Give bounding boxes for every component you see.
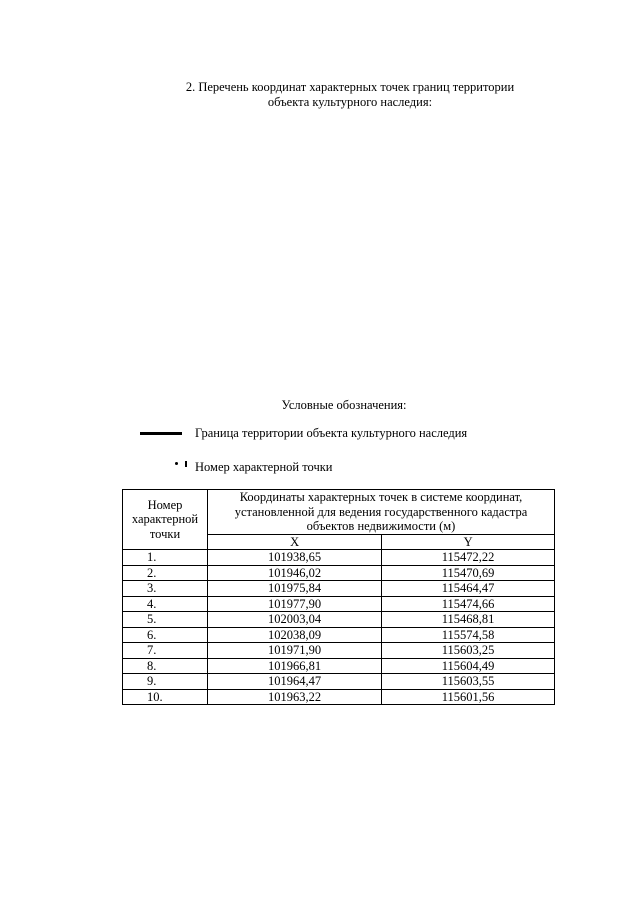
y-coordinate-cell: 115464,47 [382,581,555,597]
point-number-cell: 3. [123,581,208,597]
y-coordinate-cell: 115470,69 [382,565,555,581]
table-row [123,565,555,581]
table-row [123,612,555,628]
x-coordinate-cell: 102003,04 [208,612,382,628]
x-coordinate-cell: 101971,90 [208,643,382,659]
point-number-cell: 5. [123,612,208,628]
legend-boundary-line-symbol [140,432,182,435]
x-coordinate-cell: 101963,22 [208,689,382,705]
table-row [123,674,555,690]
y-coordinate-cell: 115603,55 [382,674,555,690]
point-number-cell: 4. [123,596,208,612]
table-header-x: X [208,534,382,550]
point-number-cell: 6. [123,627,208,643]
x-coordinate-cell: 101975,84 [208,581,382,597]
coordinates-table [122,489,555,705]
legend-boundary-label: Граница территории объекта культурного наследия [195,426,468,440]
table-row [123,689,555,705]
table-row [123,596,555,612]
y-coordinate-cell: 115574,58 [382,627,555,643]
x-coordinate-cell: 101946,02 [208,565,382,581]
point-number-cell: 1. [123,550,208,566]
legend-title: Условные обозначения: [281,398,407,412]
table-row [123,643,555,659]
y-coordinate-cell: 115601,56 [382,689,555,705]
y-coordinate-cell: 115604,49 [382,658,555,674]
table-header-y: Y [382,534,555,550]
y-coordinate-cell: 115472,22 [382,550,555,566]
table-row [123,658,555,674]
x-coordinate-cell: 101977,90 [208,596,382,612]
y-coordinate-cell: 115468,81 [382,612,555,628]
boundary-plan [0,0,640,390]
y-coordinate-cell: 115603,25 [382,643,555,659]
table-header-coordinates: Координаты характерных точек в системе координат, установленной для ведения государственного кадастра объектов недвижимости (м) [208,490,555,535]
legend-point-symbol-icon [175,461,187,469]
legend-point-label: Номер характерной точки [195,460,333,474]
document-title-line-1: 2. Перечень координат характерных точек границ территории [185,80,515,94]
y-coordinate-cell: 115474,66 [382,596,555,612]
table-header-point-number: Номер характерной точки [123,490,208,550]
x-coordinate-cell: 101964,47 [208,674,382,690]
x-coordinate-cell: 101966,81 [208,658,382,674]
x-coordinate-cell: 101938,65 [208,550,382,566]
point-number-cell: 10. [123,689,208,705]
point-number-cell: 7. [123,643,208,659]
point-number-cell: 8. [123,658,208,674]
document-title-line-2: объекта культурного наследия: [267,95,433,109]
x-coordinate-cell: 102038,09 [208,627,382,643]
point-number-cell: 2. [123,565,208,581]
table-row [123,550,555,566]
point-number-cell: 9. [123,674,208,690]
table-row [123,627,555,643]
table-row [123,581,555,597]
